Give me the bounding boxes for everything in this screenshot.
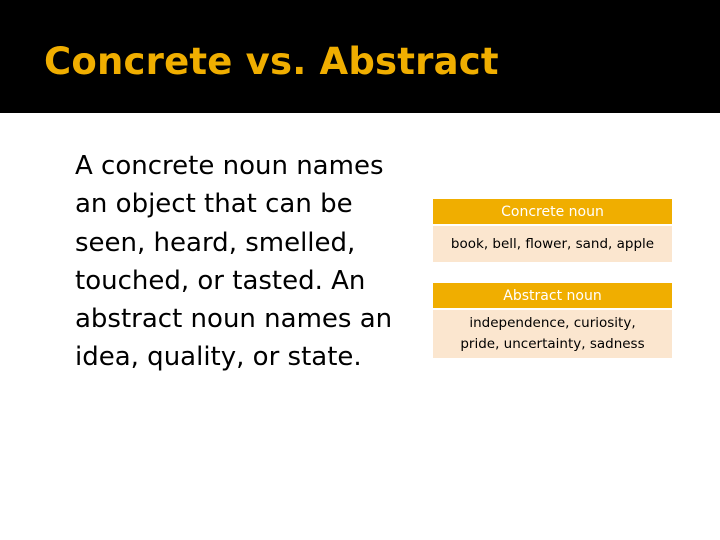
abstract-noun-examples <box>433 310 672 358</box>
concrete-noun-examples-line: book, bell, flower, sand, apple <box>450 236 655 252</box>
title-bar <box>0 0 720 113</box>
abstract-noun-examples-line-2: pride, uncertainty, sadness <box>460 336 645 352</box>
concrete-noun-header: Concrete noun <box>433 199 672 226</box>
slide-title: Concrete vs. Abstract <box>44 40 499 83</box>
abstract-noun-examples-line-1: independence, curiosity, <box>469 315 636 331</box>
concrete-noun-examples <box>433 226 672 262</box>
abstract-noun-header: Abstract noun <box>433 283 672 310</box>
concrete-noun-table <box>433 199 672 262</box>
abstract-noun-table <box>433 283 672 358</box>
body-text: A concrete noun names an object that can be seen, heard, smelled, touched, or tasted. An abstract noun names an idea, quality, or state. <box>75 151 393 373</box>
